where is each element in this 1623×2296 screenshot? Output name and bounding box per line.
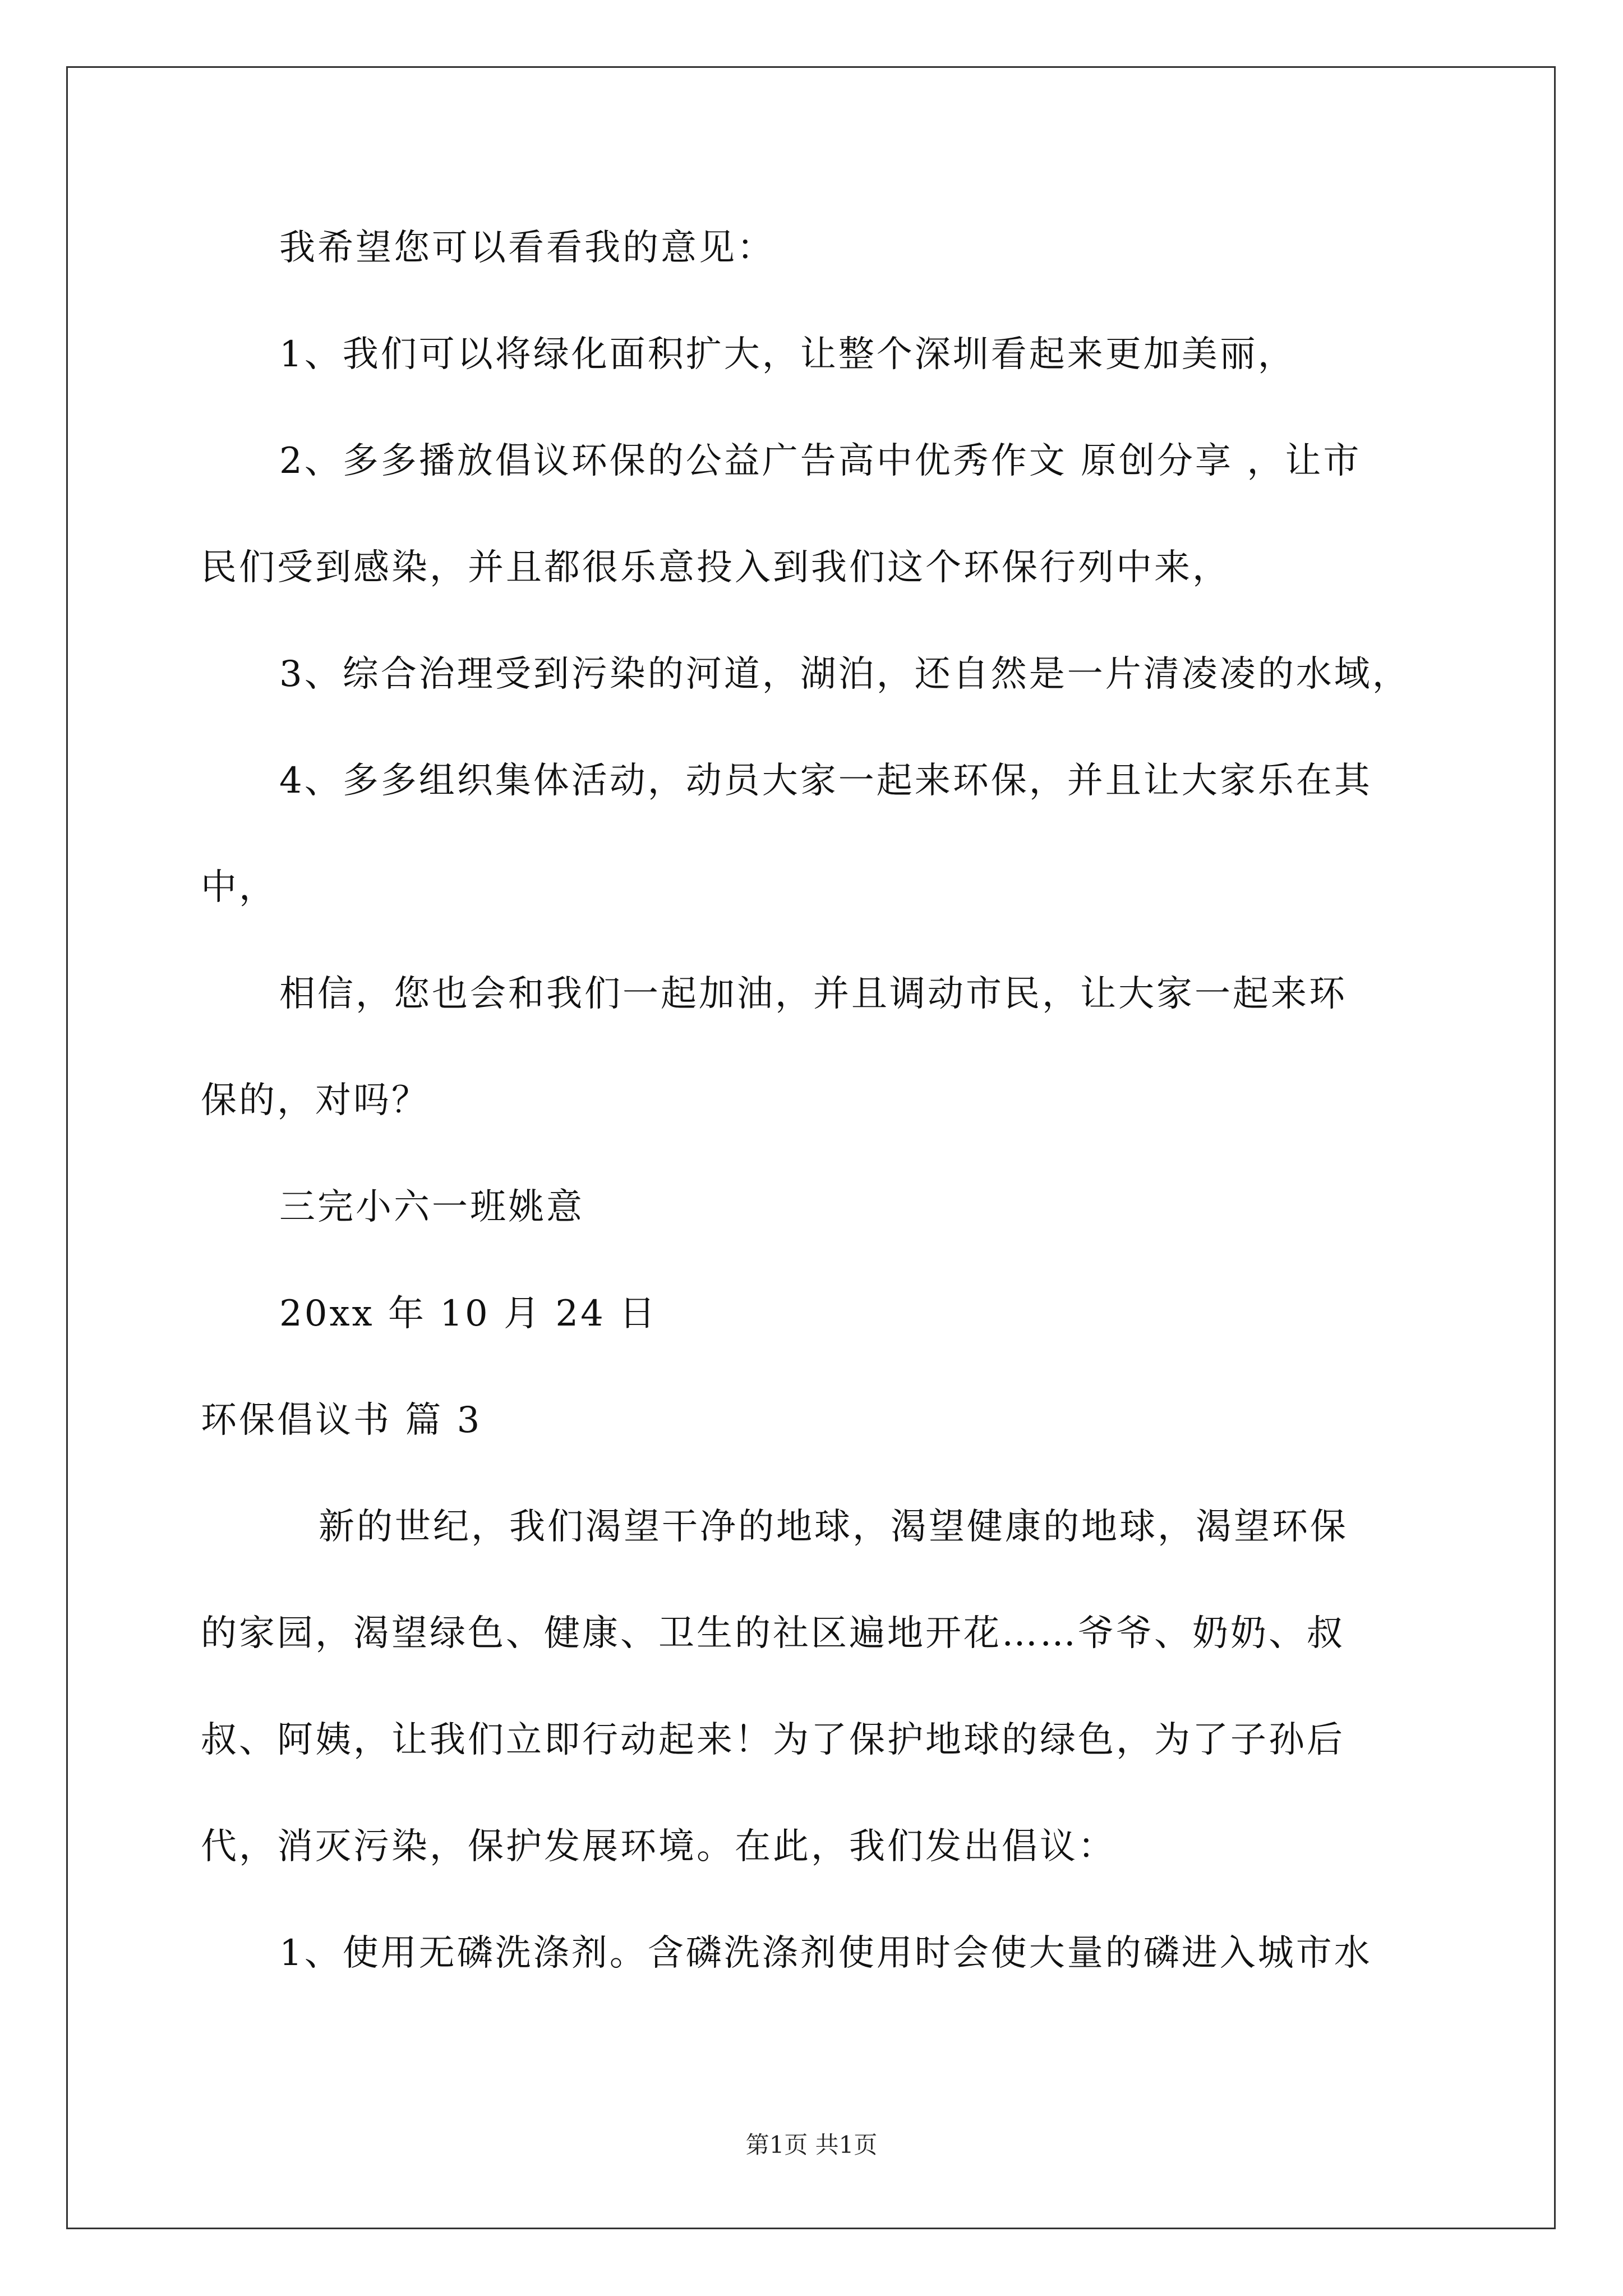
date-line: 20xx 年 10 月 24 日	[279, 1293, 658, 1335]
text-line: 民们受到感染，并且都很乐意投入到我们这个环保行列中来，	[201, 547, 1230, 588]
text-line: 相信，您也会和我们一起加油，并且调动市民，让大家一起来环	[279, 973, 1347, 1015]
text-line: 3、综合治理受到污染的河道，湖泊，还自然是一片清凌凌的水域，	[279, 654, 1410, 695]
text-line: 中，	[201, 867, 277, 908]
text-line: 代，消灭污染，保护发展环境。在此，我们发出倡议：	[201, 1826, 1116, 1867]
text-line: 新的世纪，我们渴望干净的地球，渴望健康的地球，渴望环保	[319, 1506, 1348, 1548]
section-heading: 环保倡议书 篇 3	[201, 1400, 482, 1441]
signature-line: 三完小六一班姚意	[279, 1186, 584, 1228]
text-line: 1、使用无磷洗涤剂。含磷洗涤剂使用时会使大量的磷进入城市水	[279, 1932, 1372, 1974]
page-border	[66, 66, 1556, 2229]
text-line: 叔、阿姨，让我们立即行动起来！为了保护地球的绿色，为了子孙后	[201, 1719, 1345, 1761]
text-line: 保的，对吗？	[201, 1080, 430, 1121]
text-line: 的家园，渴望绿色、健康、卫生的社区遍地开花……爷爷、奶奶、叔	[201, 1613, 1345, 1654]
text-line: 4、多多组织集体活动，动员大家一起来环保，并且让大家乐在其	[279, 760, 1372, 802]
text-line: 1、我们可以将绿化面积扩大，让整个深圳看起来更加美丽，	[279, 334, 1296, 375]
text-line: 我希望您可以看看我的意见：	[279, 227, 775, 269]
page-footer: 第1页 共1页	[745, 2131, 878, 2159]
text-line: 2、多多播放倡议环保的公益广告高中优秀作文 原创分享 ，让市	[279, 440, 1362, 482]
